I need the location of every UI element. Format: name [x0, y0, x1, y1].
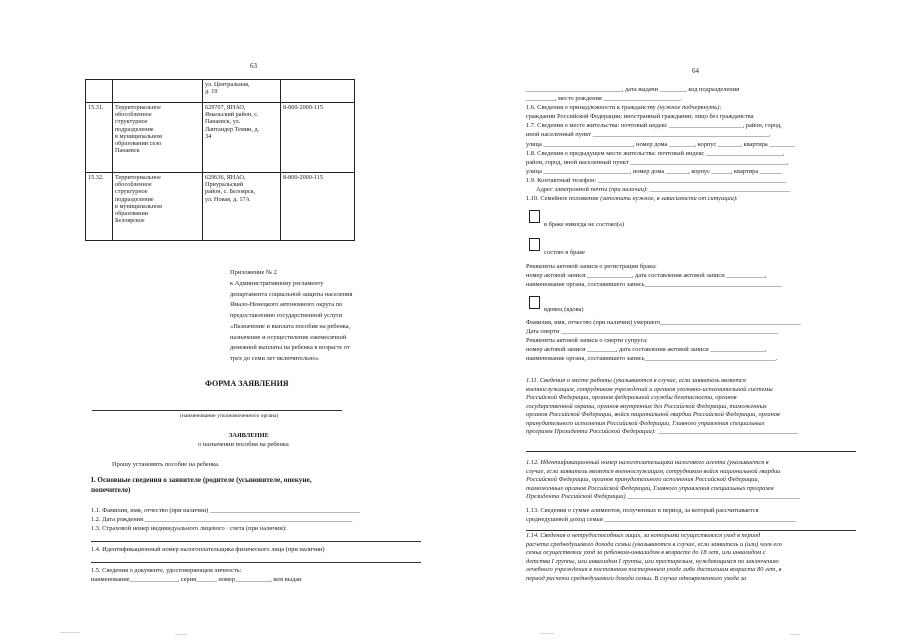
tax-agent-text: таможенных органов Российской Федерации, Главного управления специальных программ	[526, 484, 774, 492]
snils-line[interactable]	[91, 541, 421, 542]
appendix-line: Ямало-Ненецкого автономного округа по	[230, 301, 343, 309]
page-number: 64	[692, 67, 699, 75]
row-number	[86, 80, 113, 103]
field-full-name[interactable]: 1.1. Фамилия, имя, отчество (при наличии) _______________________________________________	[91, 507, 361, 514]
tax-agent-text: 1.12. Идентификационный номер налогоплательщика налогового агента (указывается в	[526, 459, 769, 466]
alimony-text: среднедушевой доход семьи ____________________________________________________________	[526, 515, 797, 523]
appendix-heading: Приложение № 2	[230, 269, 277, 276]
cell-line: Белоярское	[115, 217, 145, 225]
widowed-checkbox[interactable]	[529, 296, 540, 309]
cell-line: в муниципальном	[115, 132, 162, 140]
tax-agent-text: случае, если заявитель является военнослужащим, сотрудником войск национальной гвардии	[526, 467, 781, 475]
left-page	[0, 0, 452, 640]
dependents-text: расчета среднедушевого дохода семьи (указываются в случае, если заявитель и (или) член его	[526, 540, 782, 548]
married-checkbox[interactable]	[529, 238, 540, 251]
work-info-text: программ Президента Российской Федерации): ____________________________________________	[526, 428, 799, 435]
marital-status-label: 1.10. Семейное положение (заполнить нужное, в зависимости от ситуации):	[526, 195, 738, 202]
married-label: состою в браке	[544, 249, 585, 256]
work-info-line[interactable]	[526, 451, 856, 452]
org-name-line[interactable]	[92, 410, 342, 411]
office-name	[113, 80, 203, 103]
residence-street-line[interactable]: улица ____________________________, номер дома ________, корпус _______, квартира ________	[526, 141, 795, 148]
table-row	[86, 173, 355, 241]
tax-agent-text: Президента Российской Федерации) ______________________________________________________	[526, 493, 800, 500]
prev-residence-street-line[interactable]: улица ___________________________, номер дома _______, корпус ______, квартира _______	[526, 168, 783, 175]
residence-locality-line[interactable]: иной населенный пункт _______________________________________________________,	[526, 131, 771, 138]
scan-mark	[790, 634, 800, 635]
cell-line: Панаевск, ул.	[205, 118, 241, 126]
alimony-line[interactable]	[526, 530, 856, 531]
appendix-line: трех до семи лет включительно»	[230, 354, 319, 362]
death-date-line[interactable]: Дата смерти ____________________________________________________________________	[526, 328, 779, 335]
marriage-record-number-line[interactable]: номер актовой записи ______________, дата составления актовой записи ____________,	[526, 272, 767, 279]
death-record-number-line[interactable]: номер актовой записи _________, дата составления актовой записи _________________,	[526, 346, 767, 353]
cell-line: Приуральский	[205, 181, 244, 189]
offices-table	[85, 79, 355, 241]
widowed-label: вдовец (вдова)	[544, 306, 584, 313]
scan-mark	[60, 632, 80, 633]
work-info-text: военнослужащим, сотрудником учреждений и органов уголовно-исполнительной системы	[526, 385, 773, 393]
work-info-text: органов Российской Федерации, войск национальной гвардии Российской Федерации, органов	[526, 411, 780, 418]
birth-place-line[interactable]: _________, место рождения ________________________.	[526, 95, 682, 102]
appendix-line: денежной выплаты на ребенка в возрасте от	[230, 344, 350, 352]
field-id-doc: 1.5. Сведения о документе, удостоверяющем личность:	[91, 567, 242, 574]
deceased-name-line[interactable]: Фамилия, имя, отчество (при наличии) умершего____________________________________________	[526, 319, 801, 326]
scan-mark	[175, 634, 187, 635]
cell-line: ул. Новая, д. 17А	[205, 195, 250, 203]
appendix-line: «Назначение и выплата пособия на ребенка,	[230, 322, 351, 330]
cell-line: подразделение	[115, 125, 154, 133]
cell-line: Территориальное	[115, 104, 161, 111]
dependents-text: детства I группы, или инвалидом I группы, или престарелым, нуждающимся по заключению	[526, 557, 779, 565]
cell-line: Территориальное	[115, 174, 161, 181]
row-number: 15.31.	[86, 103, 113, 173]
dependents-text: 1.14. Сведения о нетрудоспособных лицах, за которыми осуществлялся уход в период	[526, 532, 761, 539]
cell-line: в муниципальном	[115, 202, 162, 210]
cell-line: Панаевск	[115, 147, 140, 155]
inn-line[interactable]	[91, 562, 421, 563]
work-info-text: государственной охраны, органов внутренних дел Российской Федерации, таможенных	[526, 402, 767, 410]
dependents-text: период расчета среднедушевого дохода семьи. В случае одновременного ухода за	[526, 574, 747, 582]
row-number: 15.32.	[86, 173, 113, 241]
appendix-line: предоставлению государственной услуги	[230, 312, 343, 320]
scan-mark	[540, 633, 554, 634]
prev-residence-line[interactable]: 1.8. Сведения о предыдущем месте жительства: почтовый индекс ________________________,	[526, 150, 785, 157]
office-phone	[281, 80, 355, 103]
cell-line: обособленное	[115, 181, 152, 189]
prev-residence-locality-line[interactable]: район, город, иной населенный пункт _________________________________________________,	[526, 159, 789, 166]
office-name	[113, 173, 203, 241]
cell-line: подразделение	[115, 195, 154, 203]
appendix-line: назначение и осуществление ежемесячной	[230, 333, 347, 341]
work-info-text: Российской Федерации, органов федеральной службы безопасности, органов	[526, 394, 737, 401]
org-caption: (наименование уполномоченного органа)	[180, 413, 279, 419]
form-title: ФОРМА ЗАЯВЛЕНИЯ	[205, 379, 289, 388]
phone-line[interactable]: 1.9. Контактный телефон: ___________________________________________________________	[526, 177, 787, 184]
dependents-text: семьи осуществляли уход за ребенком-инвалидом в возрасте до 18 лет, или инвалидом с	[526, 549, 766, 556]
death-record-authority-line[interactable]: наименование органа, составившего запись_________________________________________.	[526, 355, 778, 362]
table-row	[86, 103, 355, 173]
citizenship-label: 1.6. Сведения о принадлежности к гражданству (нужное подчеркнуть):	[526, 104, 722, 111]
cell-line: структурное	[115, 118, 148, 126]
section1-heading-cont: попечителе)	[91, 486, 131, 494]
issue-date-line[interactable]: ______________________________, дата выдачи ________, код подразделения	[526, 86, 740, 93]
email-line[interactable]: Адрес электронной почты (при наличии): ____________________________________________	[536, 186, 791, 193]
work-info-text: принудительного исполнения Российской Федерации, Главного управления специальных	[526, 419, 765, 427]
cell-line: д. 19	[205, 88, 218, 96]
section1-heading: I. Основные сведения о заявителе (родителе (усыновителе, опекуне,	[91, 476, 312, 484]
right-page	[452, 0, 905, 640]
never-married-label: в браке никогда не состоял(а)	[544, 221, 624, 228]
alimony-text: 1.13. Сведения о сумме алиментов, полученных в период, за который рассчитывается	[526, 507, 759, 514]
field-inn[interactable]: 1.4. Идентификационный номер налогоплательщика физического лица (при наличии)	[91, 546, 325, 553]
appendix-line: к Административному регламенту	[230, 280, 324, 287]
cell-line: образовании	[115, 210, 149, 218]
office-address	[203, 80, 281, 103]
work-info-text: 1.11. Сведения о месте работы (указываются в случае, если заявитель является	[526, 377, 746, 384]
statement-title: ЗАЯВЛЕНИЕ	[229, 432, 269, 439]
cell-line: обособленное	[115, 111, 152, 119]
cell-line: ул. Центральная,	[205, 81, 250, 88]
office-address	[203, 173, 281, 241]
cell-line: образовании село	[115, 140, 162, 148]
office-phone: 8-800-2000-115	[281, 103, 355, 173]
field-id-doc-details[interactable]: наименование_______________, серия______, номер___________, кем выдан	[91, 576, 302, 583]
cell-line: район, с. Белоярск,	[205, 188, 256, 196]
page-number: 63	[250, 62, 257, 70]
office-address	[203, 103, 281, 173]
office-name	[113, 103, 203, 173]
cell-line: Лаптандер Темии, д.	[205, 125, 260, 133]
residence-line[interactable]: 1.7. Сведения о месте жительства: почтовый индекс _______________________, район, город,	[526, 122, 782, 129]
cell-line: Ямальский район, с.	[205, 111, 259, 119]
death-record-label: Реквизиты актовой записи о смерти супруга:	[526, 337, 648, 344]
dependents-text: лечебного учреждения в постоянном постороннем уходе либо достигшим возраста 80 лет, в	[526, 566, 782, 573]
cell-line: 34	[205, 132, 212, 140]
office-phone: 8-800-2000-115	[281, 173, 355, 241]
never-married-checkbox[interactable]	[529, 210, 540, 223]
field-snils[interactable]: 1.3. Страховой номер индивидуального лицевого · счета (при наличии):	[91, 525, 287, 532]
table-row	[86, 80, 355, 103]
statement-subtitle: о назначении пособия на ребенка	[198, 441, 289, 448]
cell-line: 629707, ЯНАО,	[205, 104, 246, 111]
appendix-line: департамента социальной защиты населения	[230, 290, 353, 298]
cell-line: 629636, ЯНАО,	[205, 174, 246, 181]
request-line: Прошу установить пособие на ребенка.	[112, 461, 220, 468]
citizenship-options[interactable]: гражданин Российской Федерации; иностранный гражданин; лицо без гражданства	[526, 113, 754, 120]
marriage-record-label: Реквизиты актовой записи о регистрации брака:	[526, 263, 657, 270]
cell-line: структурное	[115, 188, 148, 196]
marriage-record-authority-line[interactable]: наименование органа, составившего запись___________________________________________	[526, 281, 782, 288]
field-birth-date[interactable]: 1.2. Дата рождения _________________________________________________________________	[91, 516, 353, 523]
tax-agent-text: Российской Федерации, органов принудительного исполнения Российской Федерации,	[526, 476, 760, 483]
